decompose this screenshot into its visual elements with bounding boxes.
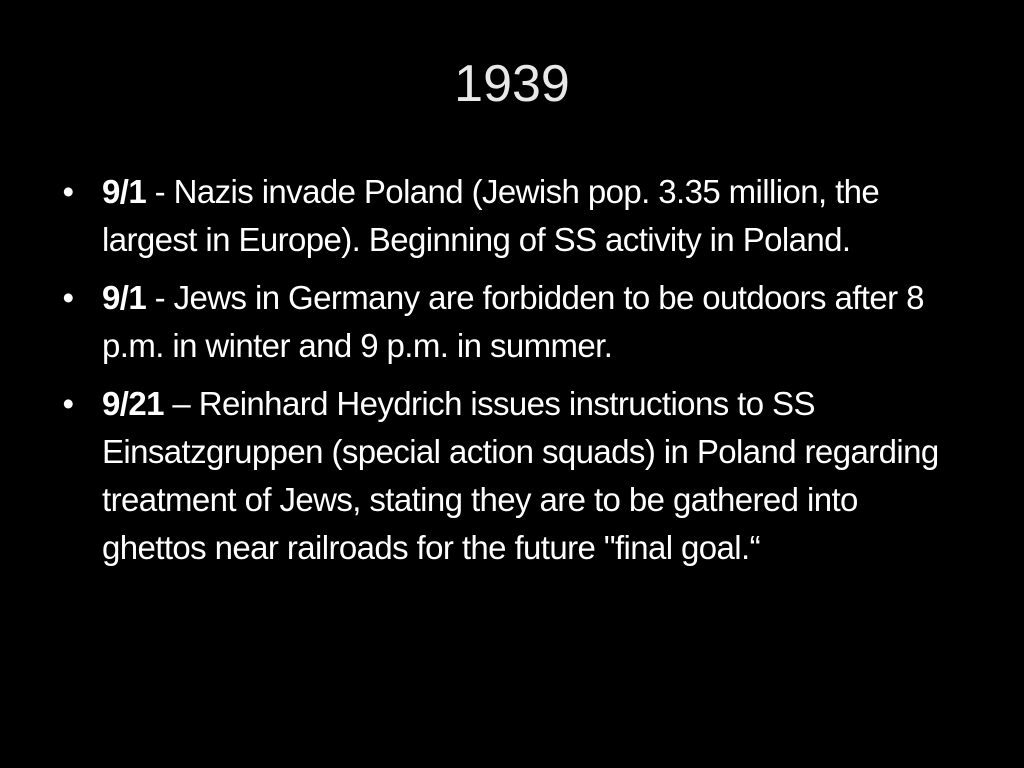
bullet-item bbox=[58, 168, 968, 264]
bullet-icon: • bbox=[62, 173, 74, 210]
slide-title: 1939 bbox=[454, 55, 570, 113]
bullet-date: 9/1 bbox=[102, 173, 147, 210]
bullet-text: - Jews in Germany are forbidden to be outdoors after 8 p.m. in winter and 9 p.m. in summer. bbox=[102, 279, 924, 364]
bullet-icon: • bbox=[62, 279, 74, 316]
bullet-date: 9/21 bbox=[102, 385, 164, 422]
bullet-date: 9/1 bbox=[102, 279, 147, 316]
bullet-list bbox=[58, 168, 968, 582]
bullet-text: - Nazis invade Poland (Jewish pop. 3.35 million, the largest in Europe). Beginning of SS activity in Poland. bbox=[102, 173, 880, 258]
bullet-item bbox=[58, 274, 968, 370]
bullet-text: – Reinhard Heydrich issues instructions to SS Einsatzgruppen (special action squads) in Poland regarding treatment of Jews, stating they are to be gathered into ghettos near railroads for the future "final goal.“ bbox=[102, 385, 939, 566]
bullet-icon: • bbox=[62, 385, 74, 422]
bullet-item bbox=[58, 380, 968, 572]
